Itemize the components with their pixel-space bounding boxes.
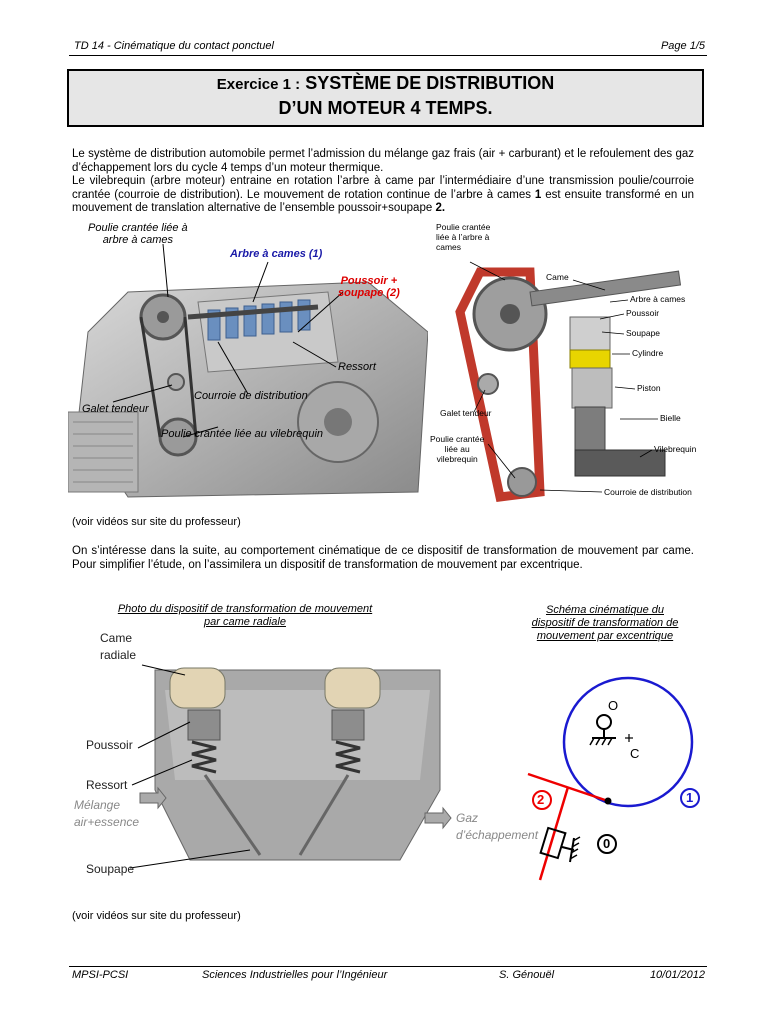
label3-poussoir: Poussoir: [86, 738, 133, 752]
point-C: C: [630, 746, 640, 761]
header-title: TD 14 - Cinématique du contact ponctuel: [74, 40, 274, 52]
distribution-figure: [430, 222, 716, 508]
label2-poussoir: Poussoir: [626, 308, 660, 318]
label-ressort: Ressort: [338, 361, 376, 373]
label-arbre-cames: Arbre à cames (1): [230, 248, 323, 260]
label3-melange: Mélange air+essence: [74, 798, 140, 829]
caption-schema: Schéma cinématique du dispositif de transformation de mouvement par excentrique: [531, 604, 679, 642]
label-poussoir-soupape: Poussoir + soupape (2): [338, 275, 400, 299]
label-galet: Galet tendeur: [82, 403, 149, 415]
page-number: Page 1/5: [660, 40, 705, 52]
exercise-number: Exercice 1 :: [216, 76, 301, 93]
label2-bielle: Bielle: [660, 413, 681, 423]
title-line1: SYSTÈME DE DISTRIBUTION: [305, 73, 555, 93]
label-courroie: Courroie de distribution: [194, 390, 308, 402]
point-O: O: [608, 698, 619, 713]
page-header: [69, 40, 707, 56]
cam-photo-figure: [70, 630, 539, 890]
footer-subject: Sciences Industrielles pour l’Ingénieur: [202, 969, 388, 981]
label3-ressort: Ressort: [86, 778, 128, 792]
study-paragraph: On s’intéresse dans la suite, au comportement cinématique de ce dispositif de transformation de mouvement par came. Pour simplifier l’étude, on l’assimilera un dispositif de transformation de mouvement par excentrique.: [72, 545, 694, 571]
label3-gaz: Gaz d’échappement: [456, 811, 539, 842]
label2-courroie: Courroie de distribution: [604, 487, 692, 497]
video-note-1: (voir vidéos sur site du professeur): [72, 516, 241, 528]
solid-1-label: 1: [686, 790, 694, 805]
label2-poulie-vilebrequin: Poulie crantée liée au vilebrequin: [430, 434, 485, 464]
label2-cylindre: Cylindre: [632, 348, 664, 358]
label2-piston: Piston: [637, 383, 661, 393]
footer-date: 10/01/2012: [649, 969, 705, 981]
intro-p2: Le vilebrequin (arbre moteur) entraine en rotation l’arbre à came par l’intermédiaire d’une transmission poulie/courroie crantée (courroie de distribution). Le mouvement de rotation continue de l’arbre à cames 1 est ensuite transformé en un mouvement de translation alternative de l’ensemble poussoir+soupape 2.: [72, 175, 695, 214]
footer-author: S. Génouël: [499, 969, 555, 981]
footer-class: MPSI-PCSI: [72, 969, 129, 981]
label2-galet: Galet tendeur: [440, 408, 492, 418]
caption-photo: Photo du dispositif de transformation de mouvement par came radiale: [117, 603, 373, 628]
label3-soupape: Soupape: [86, 862, 135, 876]
label2-arbre: Arbre à cames: [630, 294, 686, 304]
kinematic-diagram-svg: [500, 650, 720, 890]
solid-0-label: 0: [603, 836, 611, 851]
label-poulie-cames: Poulie crantée liée à arbre à cames: [88, 222, 188, 246]
label2-came: Came: [546, 272, 569, 282]
engine-figure: [68, 222, 428, 502]
label2-poulie-cames: Poulie crantée liée à l’arbre à cames: [436, 222, 491, 252]
exercise-title-box: [67, 69, 704, 127]
cam-photo-illustration: [70, 630, 530, 890]
label-poulie-vilebrequin: Poulie crantée liée au vilebrequin: [161, 428, 324, 440]
intro-paragraph: [72, 148, 694, 216]
label2-soupape: Soupape: [626, 328, 661, 338]
distribution-illustration: [430, 222, 716, 508]
title-line2: D’UN MOTEUR 4 TEMPS.: [278, 98, 493, 118]
solid-2-label: 2: [537, 792, 545, 807]
label3-came-radiale: Came radiale: [100, 631, 137, 662]
intro-p1: Le système de distribution automobile permet l’admission du mélange gaz frais (air + carburant) et le refoulement des gaz d’échappement lors du cycle 4 temps d’un moteur thermique.: [72, 148, 694, 174]
kinematic-diagram: [500, 650, 720, 890]
label2-vilebrequin: Vilebrequin: [654, 444, 697, 454]
page-footer: [69, 966, 707, 982]
video-note-2: (voir vidéos sur site du professeur): [72, 910, 241, 922]
